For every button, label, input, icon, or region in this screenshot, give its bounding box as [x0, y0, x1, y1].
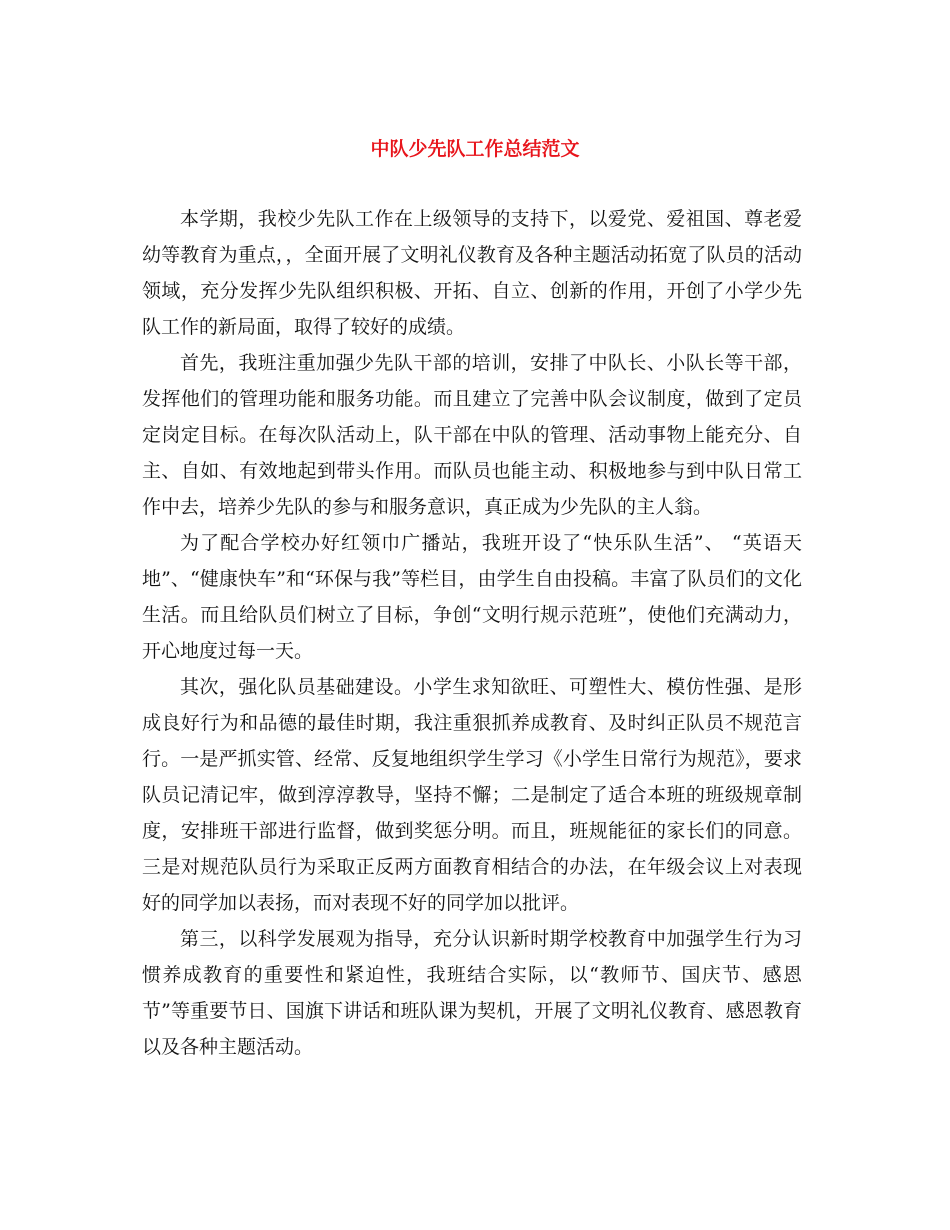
paragraph-5: 第三，以科学发展观为指导，充分认识新时期学校教育中加强学生行为习惯养成教育的重要性和紧迫性，我班结合实际，以“教师节、国庆节、感恩节”等重要节日、国旗下讲话和班队课为契机，开展了文明礼仪教育、感恩教育以及各种主题活动。 [142, 928, 802, 1058]
document-title: 中队少先队工作总结范文 [370, 138, 580, 160]
paragraph-3: 为了配合学校办好红领巾广播站，我班开设了“快乐队生活”、 “英语天地”、“健康快车”和“环保与我”等栏目，由学生自由投稿。丰富了队员们的文化生活。而且给队员们树立了目标，争创“文明行规示范班”，使他们充满动力，开心地度过每一天。 [142, 532, 802, 662]
document-body [142, 201, 802, 1065]
paragraph-1: 本学期，我校少先队工作在上级领导的支持下，以爱党、爱祖国、尊老爱幼等教育为重点，，全面开展了文明礼仪教育及各种主题活动拓宽了队员的活动领域，充分发挥少先队组织积极、开拓、自立、创新的作用，开创了小学少先队工作的新局面，取得了较好的成绩。 [142, 208, 802, 338]
paragraph-4: 其次，强化队员基础建设。小学生求知欲旺、可塑性大、模仿性强、是形成良好行为和品德的最佳时期，我注重狠抓养成教育、及时纠正队员不规范言行。一是严抓实管、经常、反复地组织学生学习《小学生日常行为规范》，要求队员记清记牢，做到淳淳教导，坚持不懈；二是制定了适合本班的班级规章制度，安排班干部进行监督，做到奖惩分明。而且，班规能征的家长们的同意。三是对规范队员行为采取正反两方面教育相结合的办法，在年级会议上对表现好的同学加以表扬，而对表现不好的同学加以批评。 [142, 676, 802, 914]
paragraph-2: 首先，我班注重加强少先队干部的培训，安排了中队长、小队长等干部，发挥他们的管理功能和服务功能。而且建立了完善中队会议制度，做到了定员定岗定目标。在每次队活动上，队干部在中队的管理、活动事物上能充分、自主、自如、有效地起到带头作用。而队员也能主动、积极地参与到中队日常工作中去，培养少先队的参与和服务意识，真正成为少先队的主人翁。 [142, 352, 802, 518]
